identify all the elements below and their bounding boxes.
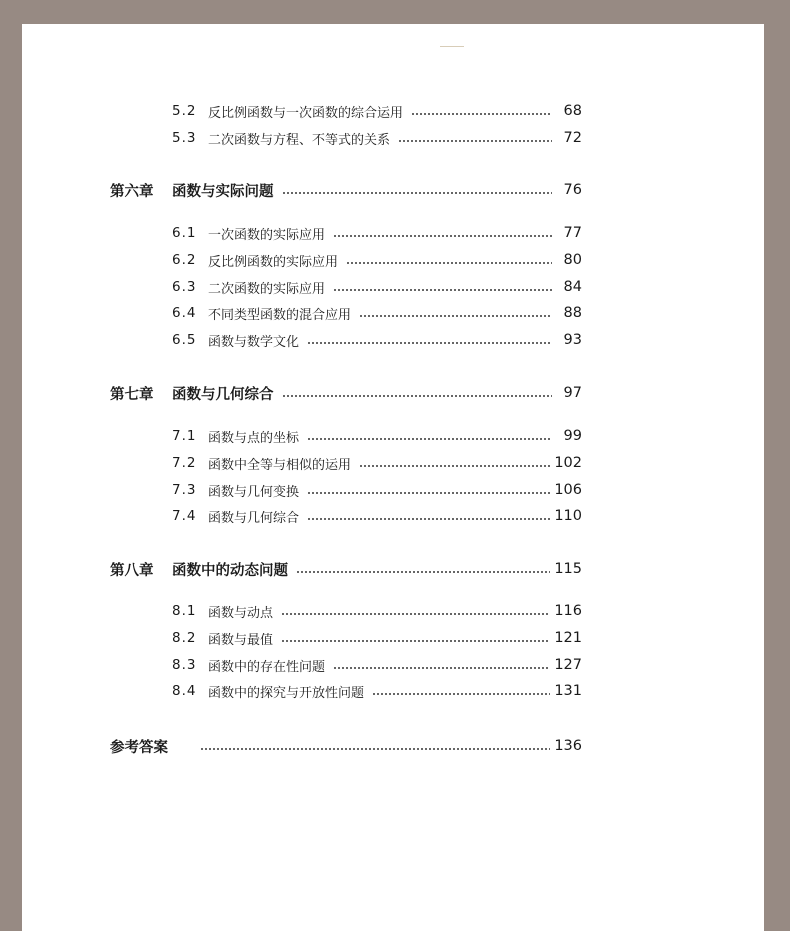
section-title: 函数与几何变换 xyxy=(208,484,300,500)
dot-leader xyxy=(307,518,550,520)
toc-chapter-7 xyxy=(110,382,582,404)
section-title: 不同类型函数的混合应用 xyxy=(208,307,352,323)
section-number: 8.1 xyxy=(172,603,197,619)
section-title: 函数中的探究与开放性问题 xyxy=(208,685,365,701)
section-title: 函数中的存在性问题 xyxy=(208,659,326,675)
section-number: 6.1 xyxy=(172,225,197,241)
section-number: 8.2 xyxy=(172,630,197,646)
section-title: 二次函数与方程、不等式的关系 xyxy=(208,132,391,148)
page-number: 84 xyxy=(563,279,582,295)
section-title: 函数与动点 xyxy=(208,605,274,621)
toc-section-8-1 xyxy=(172,600,582,622)
section-number: 6.2 xyxy=(172,252,197,268)
page-number: 88 xyxy=(563,305,582,321)
section-title: 函数与最值 xyxy=(208,632,274,648)
section-number: 6.5 xyxy=(172,332,197,348)
section-title: 反比例函数的实际应用 xyxy=(208,254,339,270)
toc-section-7-1 xyxy=(172,425,582,447)
page-number: 80 xyxy=(563,252,582,268)
chapter-title: 函数与几何综合 xyxy=(172,385,274,403)
section-number: 6.3 xyxy=(172,279,197,295)
toc-section-8-4 xyxy=(172,680,582,702)
dot-leader xyxy=(282,192,553,194)
section-number: 5.3 xyxy=(172,130,197,146)
toc-chapter-8 xyxy=(110,558,582,580)
section-title: 函数与数学文化 xyxy=(208,334,300,350)
dot-leader xyxy=(398,140,552,142)
section-title: 函数中全等与相似的运用 xyxy=(208,457,352,473)
dot-leader xyxy=(359,315,552,317)
dot-leader xyxy=(296,571,550,573)
section-title: 一次函数的实际应用 xyxy=(208,227,326,243)
chapter-number: 第七章 xyxy=(110,385,154,403)
section-number: 8.3 xyxy=(172,657,197,673)
dot-leader xyxy=(281,640,550,642)
section-title: 函数与点的坐标 xyxy=(208,430,300,446)
toc-section-7-3 xyxy=(172,479,582,501)
page-number: 97 xyxy=(563,385,582,401)
section-number: 7.2 xyxy=(172,455,197,471)
document-page xyxy=(22,24,764,931)
chapter-title: 函数与实际问题 xyxy=(172,182,274,200)
chapter-number: 第六章 xyxy=(110,182,154,200)
toc-section-7-2 xyxy=(172,452,582,474)
dot-leader xyxy=(359,465,550,467)
section-title: 二次函数的实际应用 xyxy=(208,281,326,297)
page-number: 136 xyxy=(554,738,582,754)
toc-section-6-4 xyxy=(172,302,582,324)
toc-section-5-2 xyxy=(172,100,582,122)
page-number: 110 xyxy=(554,508,582,524)
page-number: 68 xyxy=(563,103,582,119)
section-title: 反比例函数与一次函数的综合运用 xyxy=(208,105,404,121)
answers-title: 参考答案 xyxy=(110,738,168,756)
toc-section-6-3 xyxy=(172,276,582,298)
table-of-contents xyxy=(22,24,764,931)
dot-leader xyxy=(372,693,550,695)
page-number: 76 xyxy=(563,182,582,198)
dot-leader xyxy=(307,438,552,440)
page-number: 115 xyxy=(554,561,582,577)
dot-leader xyxy=(333,235,552,237)
page-number: 127 xyxy=(554,657,582,673)
toc-section-5-3 xyxy=(172,127,582,149)
dot-leader xyxy=(282,395,553,397)
section-number: 8.4 xyxy=(172,683,197,699)
toc-section-7-4 xyxy=(172,505,582,527)
section-title: 函数与几何综合 xyxy=(208,510,300,526)
dot-leader xyxy=(411,113,552,115)
toc-section-6-1 xyxy=(172,222,582,244)
dot-leader xyxy=(307,492,550,494)
dot-leader xyxy=(333,289,552,291)
toc-section-8-2 xyxy=(172,627,582,649)
page-number: 72 xyxy=(563,130,582,146)
page-number: 102 xyxy=(554,455,582,471)
page-number: 131 xyxy=(554,683,582,699)
page-number: 116 xyxy=(554,603,582,619)
dot-leader xyxy=(346,262,552,264)
chapter-title: 函数中的动态问题 xyxy=(172,561,288,579)
toc-chapter-6 xyxy=(110,179,582,201)
toc-section-6-5 xyxy=(172,329,582,351)
toc-section-6-2 xyxy=(172,249,582,271)
dot-leader xyxy=(200,748,550,750)
section-number: 7.3 xyxy=(172,482,197,498)
page-number: 121 xyxy=(554,630,582,646)
toc-section-8-3 xyxy=(172,654,582,676)
section-number: 6.4 xyxy=(172,305,197,321)
dot-leader xyxy=(281,613,550,615)
toc-answers xyxy=(110,735,582,757)
dot-leader xyxy=(307,342,552,344)
chapter-number: 第八章 xyxy=(110,561,154,579)
page-number: 106 xyxy=(554,482,582,498)
section-number: 7.1 xyxy=(172,428,197,444)
page-number: 77 xyxy=(563,225,582,241)
dot-leader xyxy=(333,667,550,669)
section-number: 5.2 xyxy=(172,103,197,119)
page-number: 93 xyxy=(563,332,582,348)
page-number: 99 xyxy=(563,428,582,444)
section-number: 7.4 xyxy=(172,508,197,524)
